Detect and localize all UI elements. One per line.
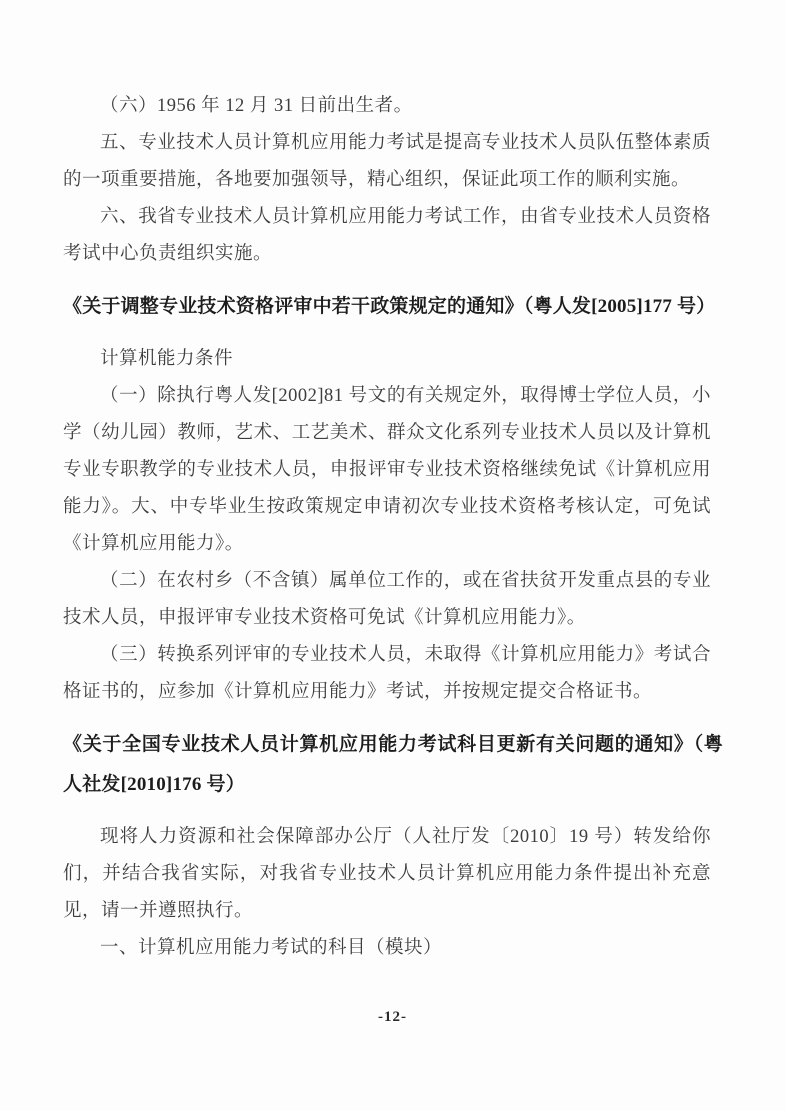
paragraph: 一、计算机应用能力考试的科目（模块）	[100, 938, 443, 958]
page-footer	[0, 1008, 785, 1026]
page-number: -12-	[378, 1009, 407, 1025]
section-heading-notice-2005-177: 《关于调整专业技术资格评审中若干政策规定的通知》（粤人发[2005]177 号）	[63, 296, 716, 317]
paragraph: 计算机能力条件	[100, 349, 234, 369]
document-body	[63, 88, 723, 967]
paragraph: 五、专业技术人员计算机应用能力考试是提高专业技术人员队伍整体素质的一项重要措施，各地要加强领导，精心组织，保证此项工作的顺利实施。	[63, 133, 711, 190]
section-heading-notice-2010-176: 《关于全国专业技术人员计算机应用能力考试科目更新有关问题的通知》（粤人社发[2010]176 号）	[63, 734, 723, 795]
paragraph: 六、我省专业技术人员计算机应用能力考试工作，由省专业技术人员资格考试中心负责组织实施。	[63, 207, 711, 264]
paragraph: 现将人力资源和社会保障部办公厅（人社厅发〔2010〕19 号）转发给你们，并结合我省实际，对我省专业技术人员计算机应用能力条件提出补充意见，请一并遵照执行。	[63, 827, 711, 921]
paragraph: （三）转换系列评审的专业技术人员，未取得《计算机应用能力》考试合格证书的，应参加《计算机应用能力》考试，并按规定提交合格证书。	[63, 645, 711, 702]
paragraph: （一）除执行粤人发[2002]81 号文的有关规定外，取得博士学位人员，小学（幼儿园）教师，艺术、工艺美术、群众文化系列专业技术人员以及计算机专业专职教学的专业技术人员，申报评审专业技术资格继续免试《计算机应用能力》。大、中专毕业生按政策规定申请初次专业技术资格考核认定，可免试《计算机应用能力》。	[63, 386, 711, 554]
paragraph: （六）1956 年 12 月 31 日前出生者。	[100, 96, 413, 116]
paragraph: （二）在农村乡（不含镇）属单位工作的，或在省扶贫开发重点县的专业技术人员，申报评审专业技术资格可免试《计算机应用能力》。	[63, 571, 711, 628]
